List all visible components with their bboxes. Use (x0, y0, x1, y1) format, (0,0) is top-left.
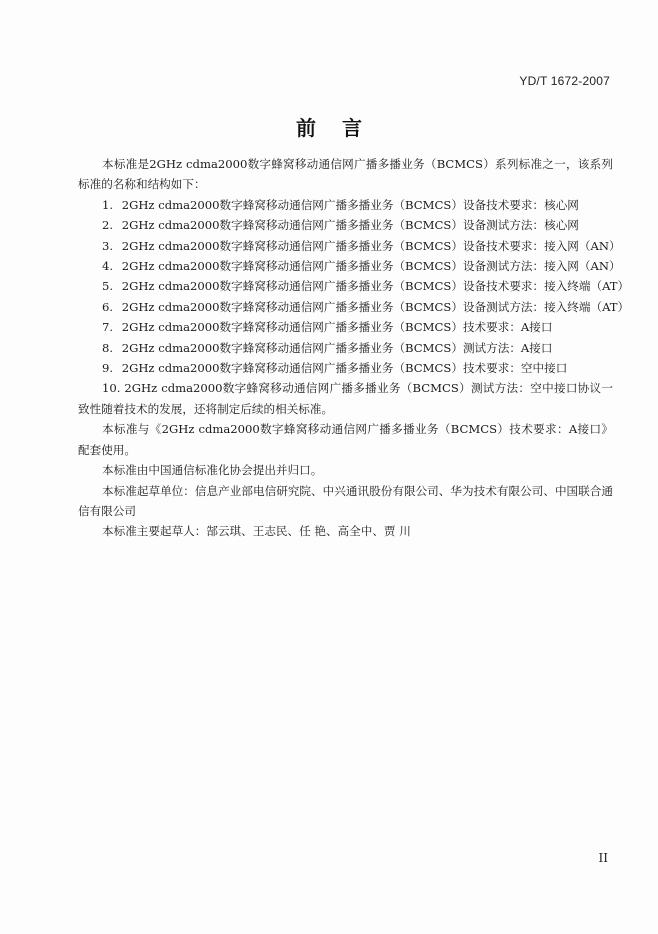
list-item (78, 338, 613, 358)
list-item-text: 2GHz cdma2000数字蜂窝移动通信网广播多播业务（BCMCS）设备测试方法：接入终端（AT） (121, 299, 630, 314)
list-item-text: 2GHz cdma2000数字蜂窝移动通信网广播多播业务（BCMCS）设备技术要求：核心网 (121, 197, 579, 212)
list-item (78, 256, 621, 276)
list-item-text: 2GHz cdma2000数字蜂窝移动通信网广播多播业务（BCMCS）设备测试方法：接入网（AN） (121, 259, 621, 274)
foreword-body (78, 154, 630, 542)
list-item-text: 2GHz cdma2000数字蜂窝移动通信网广播多播业务（BCMCS）设备技术要求：接入网（AN） (121, 238, 621, 253)
list-item-text: 2GHz cdma2000数字蜂窝移动通信网广播多播业务（BCMCS）测试方法：A接口 (121, 340, 553, 355)
standard-code: YD/T 1672-2007 (519, 74, 610, 88)
list-item-number: 3. (102, 238, 114, 253)
drafting-units-paragraph: 本标准起草单位：信息产业部电信研究院、中兴通讯股份有限公司、华为技术有限公司、中国联合通信有限公司 (78, 483, 613, 518)
list-item-number: 7. (102, 320, 114, 335)
series-list (78, 195, 630, 419)
page-number: II (598, 851, 608, 865)
list-item (78, 317, 613, 337)
proposed-by-paragraph: 本标准由中国通信标准化协会提出并归口。 (102, 463, 323, 478)
list-item-text: 2GHz cdma2000数字蜂窝移动通信网广播多播业务（BCMCS）设备技术要求：接入终端（AT） (121, 279, 630, 294)
list-item (78, 358, 613, 378)
list-item-number: 4. (102, 259, 114, 274)
list-item-number: 5. (102, 279, 114, 294)
usage-paragraph: 本标准与《2GHz cdma2000数字蜂窝移动通信网广播多播业务（BCMCS）技术要求：A接口》配套使用。 (78, 422, 613, 457)
development-paragraph: 随着技术的发展，还将制定后续的相关标准。 (101, 401, 334, 416)
list-item-text: 2GHz cdma2000数字蜂窝移动通信网广播多播业务（BCMCS）技术要求：空中接口 (121, 361, 568, 376)
list-item-number: 1. (102, 197, 114, 212)
list-item-text: 2GHz cdma2000数字蜂窝移动通信网广播多播业务（BCMCS）技术要求：A接口 (121, 320, 553, 335)
list-item-number: 10. (102, 381, 121, 396)
list-item-number: 2. (102, 218, 114, 233)
intro-paragraph: 本标准是2GHz cdma2000数字蜂窝移动通信网广播多播业务（BCMCS）系列标准之一，该系列标准的名称和结构如下： (78, 157, 613, 192)
list-item (78, 195, 613, 215)
page-title: 前言 (296, 116, 388, 140)
list-item (78, 378, 613, 419)
list-item (78, 297, 630, 317)
list-item (78, 215, 613, 235)
list-item (78, 276, 630, 296)
list-item (78, 236, 621, 256)
list-item-text: 2GHz cdma2000数字蜂窝移动通信网广播多播业务（BCMCS）设备测试方法：核心网 (121, 218, 579, 233)
list-item-number: 9. (102, 361, 114, 376)
list-item-text: 2GHz cdma2000数字蜂窝移动通信网广播多播业务（BCMCS）测试方法：空中接口协议一致性 (78, 381, 613, 416)
drafters-paragraph: 本标准主要起草人：郜云琪、王志民、任 艳、高全中、贾 川 (102, 524, 411, 539)
list-item-number: 6. (102, 299, 114, 314)
list-item-number: 8. (102, 340, 114, 355)
